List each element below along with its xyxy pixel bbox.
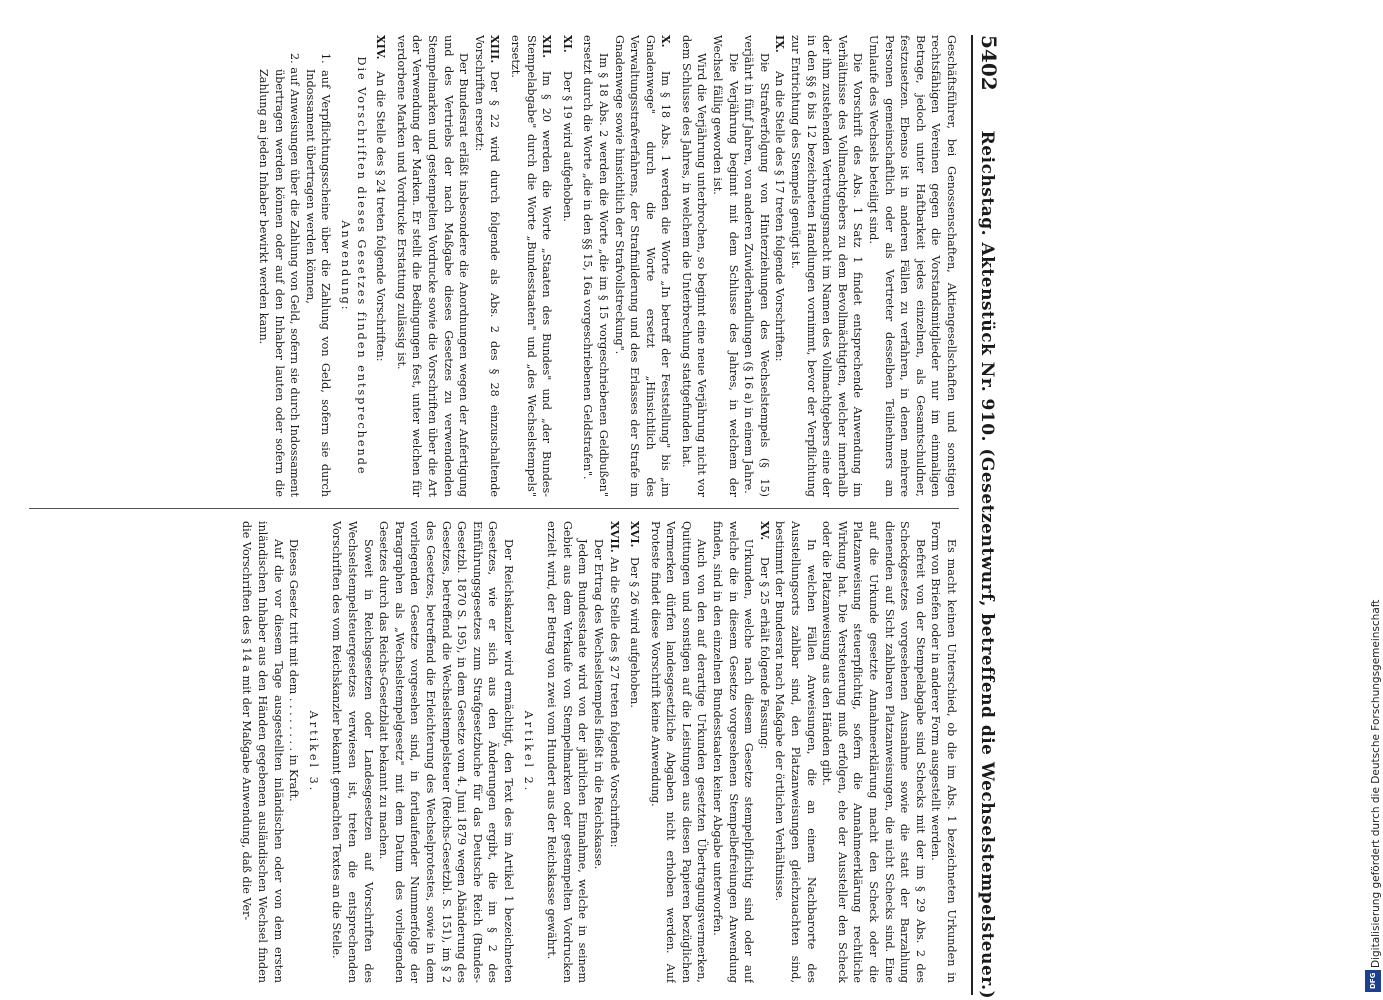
list-item: 2. auf Anweisungen über die Zahlung von Geld, sofern sie durch Indossament übertragen werden können oder auf den Inhaber lauten oder sofern die Zahlung an jeden Inhaber bewirkt werden kann. bbox=[257, 53, 302, 497]
section-lead: Im § 20 werden die Worte „Staaten des Bundes" und „der Bundes-Stempelabgabe" durch die Worte „Bundesstaaten" und „des Wechselstempels" ersetzt. bbox=[508, 35, 554, 497]
section-xii bbox=[507, 35, 554, 497]
section-number: XIII. bbox=[488, 35, 503, 64]
dfg-logo: DFG bbox=[1365, 970, 1381, 992]
paragraph: Der Ertrag des Wechselstempels fließt in die Reichskasse. bbox=[591, 539, 605, 870]
artikel-3-heading: Artikel 3. bbox=[306, 710, 320, 794]
running-head: Reichstag. Aktenstück Nr. 910. (Gesetzentwurf, betreffend die Wechselstempelsteuer.) bbox=[977, 130, 997, 1000]
paragraph: Auf die vor diesem Tage ausgestellten inländischen oder von dem ersten inländischen Inhaber aus den Händen gegebenen ausländischen Wechsel finden die Vorschriften des § 14 a mit der Maßgabe Anwendung, daß die Ver- bbox=[240, 521, 285, 983]
section-xiv bbox=[255, 35, 388, 497]
paragraph: Die Vorschriften dieses Gesetzes finden entsprechende Anwendung: bbox=[339, 56, 368, 476]
section-number: XII. bbox=[540, 35, 555, 59]
column-divider bbox=[29, 508, 959, 509]
section-lead: An die Stelle des § 27 treten folgende Vorschriften: bbox=[607, 557, 621, 848]
section-lead: An die Stelle des § 24 treten folgende Vorschriften: bbox=[374, 71, 388, 362]
section-number: XI. bbox=[560, 35, 575, 53]
paragraph: Die Vorschrift des Abs. 1 Satz 1 findet entsprechende Anwendung im Verhältnisse des Vollmachtgebers zu dem Bevollmächtigten, welcher innerhalb der ihm zustehenden Vertretungsmacht im Namen des Vollmachtgebers eine der in den §§ 6 bis 12 bezeichneten Handlungen vornimmt, bevor der Verpflichtung zur Entrichtung des Stempels genügt ist. bbox=[789, 35, 865, 497]
section-number: XV. bbox=[757, 521, 772, 541]
section-number: XIV. bbox=[374, 35, 389, 60]
section-number: X. bbox=[659, 35, 674, 48]
section-lead: Der § 26 wird aufgehoben. bbox=[628, 557, 642, 708]
paragraph: Die Verjährung beginnt mit dem Schlusse des Jahres, in welchem der Wechsel fällig geworden ist. bbox=[711, 35, 740, 497]
section-xv bbox=[647, 521, 772, 983]
artikel-2-heading: Artikel 2. bbox=[521, 710, 535, 794]
paragraph: Der Reichskanzler wird ermächtigt, den Text des im Artikel 1 bezeichneten Gesetzes, wie er sich aus den Änderungen ergibt, die im § 2 des Einführungsgesetzes zum Strafgesetzbuche für das Deutsche Reich (Bundes-Gesetzbl. 1870 S. 195), in dem Gesetze vom 4. Juni 1879 wegen Abänderung des Gesetzes, betreffend die Wechselstempelsteuer (Reichs-Gesetzbl. S. 151), im § 2 des Gesetzes, betreffend die Erleichterung des Wechselprotestes, sowie in dem vorliegenden Gesetze vorgesehen sind, in fortlaufender Nummerfolge der Paragraphen als „Wechselstempelgesetz" mit dem Datum des vorliegenden Gesetzes durch das Reichs-Gesetzblatt bekannt zu machen. bbox=[377, 521, 515, 983]
paragraph: Wird die Verjährung unterbrochen, so beginnt eine neue Verjährung nicht vor dem Schlusse des Jahres, in welchem die Unterbrechung stattgefunden hat. bbox=[679, 35, 709, 497]
paragraph: Dieses Gesetz tritt mit dem . . . . . . . . in Kraft. bbox=[287, 539, 301, 802]
section-lead: Der § 19 wird aufgehoben. bbox=[560, 71, 574, 222]
section-number: XVI. bbox=[628, 521, 643, 548]
paragraph: Der Bundesrat erläßt insbesondere die Anordnungen wegen der Anfertigung und des Vertriebs der nach Maßgabe dieses Gesetzes zu verwendenden Stempelmarken und gestempelten Vordrucke sowie die Vorschriften über die Art der Verwendung der Marken. Er stellt die Bedingungen fest, unter welchen für verdorbene Marken und Vordrucke Erstattung zulässig ist. bbox=[394, 35, 471, 497]
paragraph: Geschäftsführer, bei Genossenschaften, Aktiengesellschaften und sonstigen rechtsfähigen Vereinen gegen die Vorstandsmitglieder nur im einmaligen Betrage, jedoch unter Haftbarkeit jedes einzelnen, als Gesamtschuldner, festzusetzen. Ebenso ist in anderen Fällen zu verfahren, in denen mehrere Personen gemeinschaftlich oder als Vertreter desselben Teilnehmers am Umlaufe des Wechsels beteiligt sind. bbox=[867, 35, 958, 497]
section-lead: Der § 22 wird durch folgende als Abs. 2 des § 28 einzuschaltende Vorschriften ersetzt: bbox=[472, 35, 502, 497]
paragraph: Soweit in Reichsgesetzen oder Landesgesetzen auf Vorschriften des Wechselstempelsteuergesetzes verwiesen ist, treten die entsprechenden Vorschriften des vom Reichskanzler bekannt gemachten Textes an die Stelle. bbox=[330, 521, 375, 983]
digitization-credit-strip bbox=[1363, 0, 1383, 1000]
section-xi bbox=[559, 35, 575, 497]
section-xvii bbox=[544, 521, 622, 983]
section-x bbox=[580, 35, 674, 497]
section-number: IX. bbox=[773, 35, 788, 53]
section-xiii bbox=[393, 35, 502, 497]
paragraph: Im § 18 Abs. 2 werden die Worte „die im § 15 vorgeschriebenen Geldbußen" ersetzt durch die Worte „die in den §§ 15, 16a vorgeschriebenen Geldstrafen". bbox=[581, 35, 610, 497]
digitization-credit-text: Digitalisierung gefördert durch die Deutsche Forschungsgemeinschaft bbox=[1370, 599, 1382, 968]
section-lead: An die Stelle des § 17 treten folgende Vorschriften: bbox=[773, 71, 787, 362]
section-number: XVII. bbox=[607, 521, 622, 553]
section-lead: Der § 25 erhält folgende Fassung: bbox=[757, 557, 771, 750]
paragraph: In welchen Fällen Anweisungen, die an einem Nachbarorte des Ausstellungsorts zahlbar sind, den Platzanweisungen gleichzuachten sind, bestimmt der Bundesrat nach Maßgabe der örtlichen Verhältnisse. bbox=[773, 521, 818, 983]
paragraph: Die Strafverfolgung von Hinterziehungen des Wechselstempels (§ 15) verjährt in fünf Jahren, von anderen Zuwiderhandlungen (§ 16 a) in einem Jahre. bbox=[742, 35, 771, 497]
paragraph: Urkunden, welche nach diesem Gesetze stempelpflichtig sind oder auf welche die in diesem Gesetze vorgesehenen Stempelbefreiungen Anwendung finden, sind in den einzelnen Bundesstaaten keiner Abgabe unterworfen. bbox=[711, 521, 756, 983]
paragraph: Es macht keinen Unterschied, ob die im Abs. 1 bezeichneten Urkunden in Form von Briefen oder in anderer Form ausgestellt werden. bbox=[929, 521, 958, 983]
list-item: 1. auf Verpflichtungsscheine über die Zahlung von Geld, sofern sie durch Indossament übertragen werden können, bbox=[303, 53, 333, 497]
rotated-document-page bbox=[5, 35, 1005, 1000]
page-number: 5402 bbox=[977, 35, 1001, 91]
paragraph: Auch von den auf derartige Urkunden gesetzten Übertragungsvermerken, Quittungen und sonstigen auf die Leistungen aus diesen Papieren bezüglichen Vermerken dürfen landesgesetzliche Abgaben nicht erhoben werden. Auf Proteste findet diese Vorschrift keine Anwendung. bbox=[648, 521, 709, 983]
paragraph: Jedem Bundesstaate wird von der jährlichen Einnahme, welche in seinem Gebiet aus dem Verkaufe von Stempelmarken oder gestempelten Vordrucken erzielt wird, der Betrag von zwei vom Hundert aus der Reichskasse gewährt. bbox=[545, 521, 590, 983]
right-text-column bbox=[19, 521, 959, 983]
section-ix bbox=[678, 35, 787, 497]
paragraph: Befreit von der Stempelabgabe sind Schecks mit der im § 29 Abs. 2 des Scheckgesetzes vorgesehenen Ausnahme sowie die statt der Barzahlung dienenden auf Sicht zahlbaren Platzanweisungen, die nicht Schecks sind. Eine auf die Urkunde gesetzte Annahmeerklärung macht den Scheck oder die Platzanweisung steuerpflichtig, sofern die Annahmeerklärung rechtliche Wirkung hat. Die Versteuerung muß erfolgen, ehe der Aussteller den Scheck oder die Platzanweisung aus den Händen gibt. bbox=[820, 521, 927, 983]
page-header bbox=[971, 35, 1005, 1000]
left-text-column bbox=[19, 35, 959, 497]
section-lead: Im § 18 Abs. 1 werden die Worte „In betreff der Feststellung" bis „im Gnadenwege" durch die Worte ersetzt „Hinsichtlich des Verwaltungsstrafverfahrens, der Strafmilderung und des Erlasses der Strafe im Gnadenwege sowie hinsichtlich der Strafvollstreckung". bbox=[612, 35, 673, 497]
section-xvi bbox=[627, 521, 643, 983]
